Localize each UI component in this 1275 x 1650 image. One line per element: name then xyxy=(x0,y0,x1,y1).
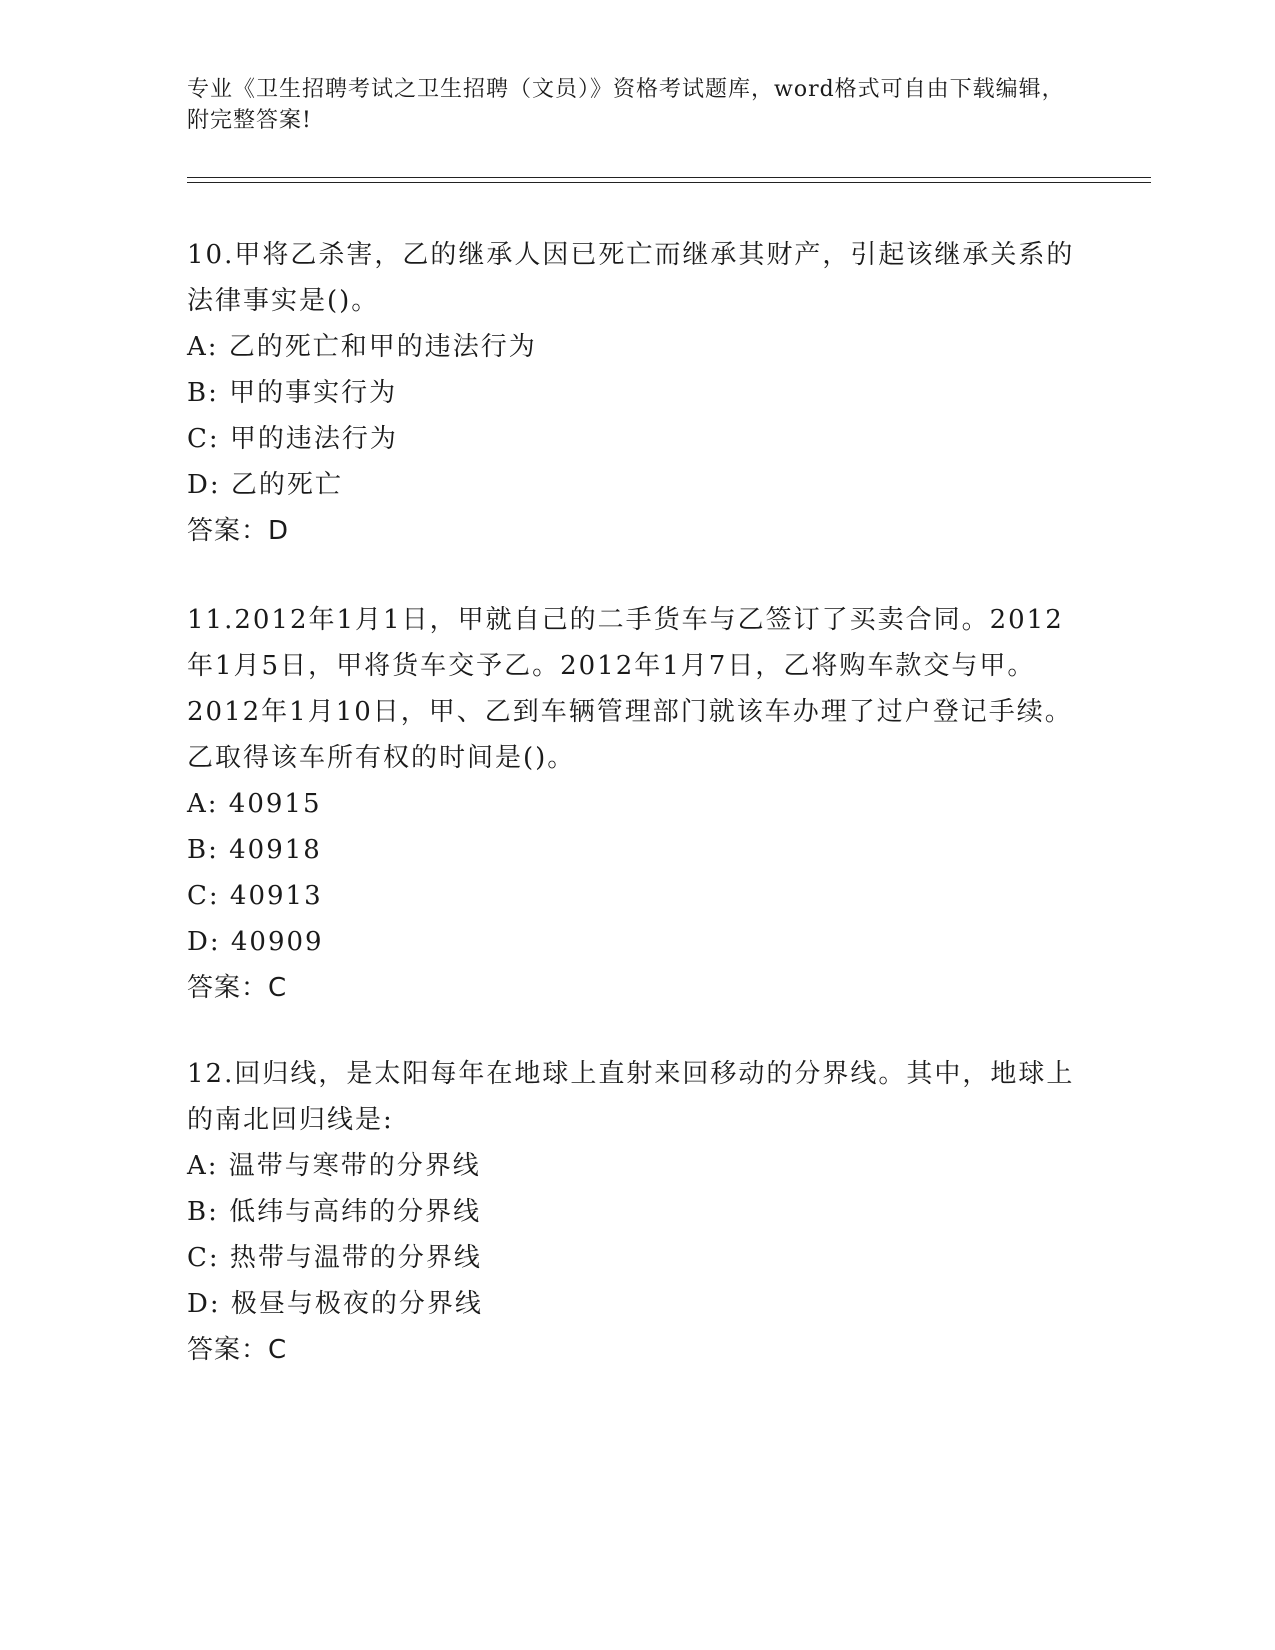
header-divider-bottom xyxy=(187,182,1151,183)
option-b: B: 40918 xyxy=(187,835,322,865)
option-c: C: 40913 xyxy=(187,881,323,911)
option-a: A: 温带与寒带的分界线 xyxy=(187,1151,481,1181)
option-c: C: 甲的违法行为 xyxy=(187,424,398,454)
option-c: C: 热带与温带的分界线 xyxy=(187,1243,482,1273)
document-intro: 专业《卫生招聘考试之卫生招聘（文员）》资格考试题库，word格式可自由下载编辑，附完整答案! xyxy=(187,77,1065,133)
option-d: D: 乙的死亡 xyxy=(187,470,343,500)
option-b: B: 低纬与高纬的分界线 xyxy=(187,1197,482,1227)
question-text: 10.甲将乙杀害，乙的继承人因已死亡而继承其财产，引起该继承关系的法律事实是()。 xyxy=(187,240,1075,316)
option-d: D: 40909 xyxy=(187,927,324,957)
option-d: D: 极昼与极夜的分界线 xyxy=(187,1289,483,1319)
answer-line: 答案：D xyxy=(187,516,290,546)
question-12 xyxy=(187,1051,1087,1373)
option-b: B: 甲的事实行为 xyxy=(187,378,398,408)
question-text: 12.回归线，是太阳每年在地球上直射来回移动的分界线。其中，地球上的南北回归线是: xyxy=(187,1059,1075,1135)
question-10 xyxy=(187,232,1087,554)
question-11 xyxy=(187,597,1087,1011)
question-text: 11.2012年1月1日，甲就自己的二手货车与乙签订了买卖合同。2012年1月5日，甲将货车交予乙。2012年1月7日，乙将购车款交与甲。2012年1月10日，甲、乙到车辆管理部门就该车办理了过户登记手续。乙取得该车所有权的时间是()。 xyxy=(187,605,1073,773)
header-divider-top xyxy=(187,177,1151,178)
option-a: A: 乙的死亡和甲的违法行为 xyxy=(187,332,537,362)
option-a: A: 40915 xyxy=(187,789,322,819)
answer-line: 答案：C xyxy=(187,973,288,1003)
answer-line: 答案：C xyxy=(187,1335,288,1365)
